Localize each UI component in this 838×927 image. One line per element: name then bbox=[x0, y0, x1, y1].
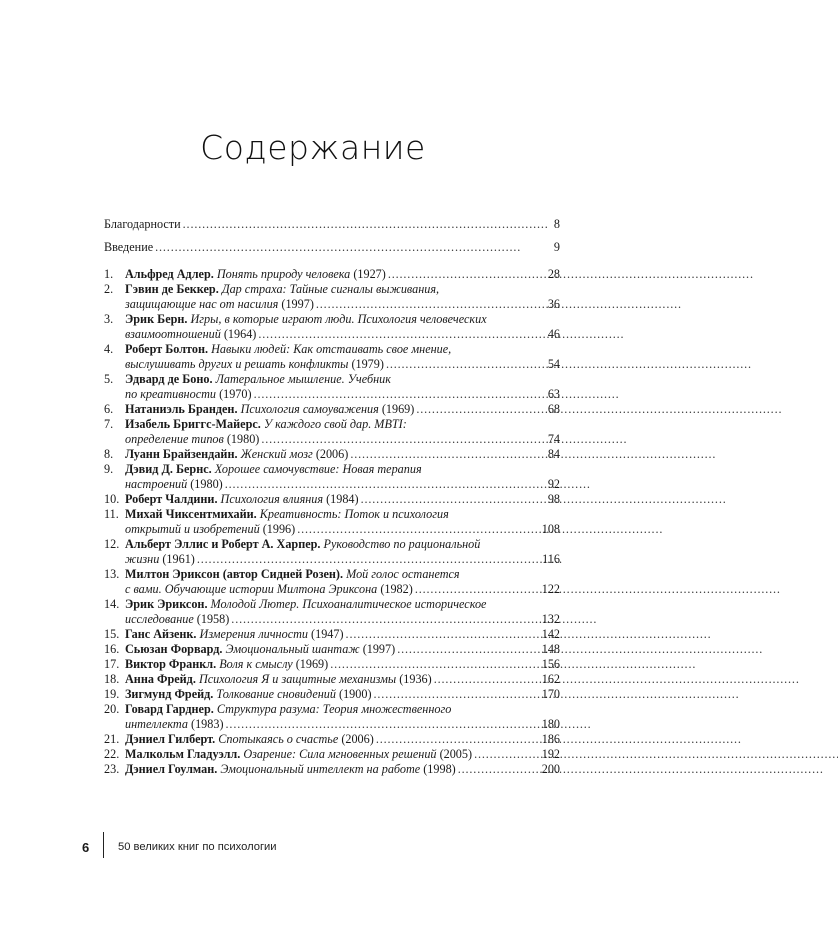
chapter-author: Эдвард де Боно. bbox=[125, 372, 213, 386]
chapter-year: (1980) bbox=[187, 477, 223, 491]
chapter-number: 11. bbox=[104, 507, 119, 521]
toc-line bbox=[104, 687, 560, 702]
toc-line bbox=[104, 372, 560, 387]
toc-entry[interactable] bbox=[104, 312, 560, 342]
chapter-number: 15. bbox=[104, 627, 120, 641]
chapter-year: (1958) bbox=[193, 612, 230, 626]
chapter-book: Воля к смыслу bbox=[219, 657, 293, 671]
chapter-book: Спотыкаясь о счастье bbox=[218, 732, 339, 746]
chapter-book: Структура разума: Теория множественного bbox=[216, 702, 452, 716]
chapter-book-cont: защищающие нас от насилия bbox=[125, 297, 279, 311]
chapter-year: (2006) bbox=[338, 732, 374, 746]
toc-line bbox=[104, 417, 560, 432]
chapter-year: (2006) bbox=[312, 447, 349, 461]
toc-entry[interactable] bbox=[104, 657, 560, 672]
chapter-book: Хорошее самочувствие: Новая терапия bbox=[214, 462, 422, 476]
chapter-number: 6. bbox=[104, 402, 114, 416]
chapter-title bbox=[125, 687, 372, 702]
toc-page-number: 92 bbox=[547, 477, 560, 491]
chapter-book-cont: интеллекта bbox=[125, 717, 188, 731]
chapter-year: (1970) bbox=[216, 387, 252, 401]
toc-entry[interactable] bbox=[104, 402, 560, 417]
toc-page-number: 84 bbox=[547, 447, 560, 461]
toc-entry[interactable] bbox=[104, 747, 560, 762]
toc-entry-label: Введение bbox=[104, 240, 154, 254]
chapter-author: Ганс Айзенк. bbox=[125, 627, 197, 641]
chapter-title bbox=[125, 537, 480, 552]
toc-line bbox=[104, 267, 560, 282]
dot-leader bbox=[261, 432, 545, 447]
chapter-book-cont: взаимоотношений bbox=[125, 327, 221, 341]
toc-page-number: 28 bbox=[547, 267, 560, 281]
chapter-title bbox=[125, 312, 487, 327]
toc-line bbox=[104, 217, 560, 232]
chapter-book: Женский мозг bbox=[240, 447, 313, 461]
toc-page-number: 98 bbox=[547, 492, 560, 506]
chapter-year: (1900) bbox=[335, 687, 372, 701]
chapter-book: Толкование сновидений bbox=[216, 687, 336, 701]
chapter-book: Игры, в которые играют люди. Психология человеческих bbox=[190, 312, 487, 326]
toc-line bbox=[104, 282, 560, 297]
dot-leader bbox=[397, 642, 540, 657]
toc-line bbox=[104, 357, 560, 372]
chapter-number: 12. bbox=[104, 537, 120, 551]
chapter-number: 18. bbox=[104, 672, 120, 686]
chapter-book: Навыки людей: Как отстаивать свое мнение, bbox=[211, 342, 452, 356]
chapter-book-cont: настроений bbox=[125, 477, 188, 491]
chapter-year: (1969) bbox=[292, 657, 329, 671]
chapter-title bbox=[125, 372, 391, 387]
toc-page-number: 132 bbox=[541, 612, 560, 626]
toc-page-number: 9 bbox=[553, 240, 560, 254]
chapter-author: Дэвид Д. Бернс. bbox=[125, 462, 212, 476]
dot-leader bbox=[361, 492, 546, 507]
chapter-author: Роберт Чалдини. bbox=[125, 492, 218, 506]
dot-leader bbox=[297, 522, 540, 537]
toc-entry[interactable] bbox=[104, 762, 560, 777]
chapter-book-cont: определение типов bbox=[125, 432, 224, 446]
toc-page-number: 148 bbox=[541, 642, 560, 656]
toc-line bbox=[104, 492, 560, 507]
chapter-title-cont bbox=[125, 432, 259, 447]
footer-page-number: 6 bbox=[82, 840, 90, 855]
chapter-author: Дэниел Гоулман. bbox=[125, 762, 218, 776]
toc-line bbox=[104, 447, 560, 462]
toc-line bbox=[104, 462, 560, 477]
toc-line bbox=[104, 567, 560, 582]
chapter-book: Креативность: Поток и психология bbox=[259, 507, 449, 521]
chapter-title bbox=[125, 747, 472, 762]
chapter-author: Эрик Берн. bbox=[125, 312, 188, 326]
chapter-title-cont bbox=[125, 612, 229, 627]
chapter-book: Латеральное мышление. Учебник bbox=[215, 372, 391, 386]
chapter-year: (1984) bbox=[323, 492, 359, 506]
chapter-book: Измерения личности bbox=[199, 627, 308, 641]
chapter-book: Психология самоуважения bbox=[240, 402, 379, 416]
footer-book-title: 50 великих книг по психологии bbox=[118, 841, 277, 853]
chapter-title bbox=[125, 342, 451, 357]
chapter-title bbox=[125, 282, 439, 297]
toc-entry[interactable] bbox=[104, 507, 560, 537]
chapter-year: (1964) bbox=[220, 327, 257, 341]
chapter-book-cont: с вами. Обучающие истории Милтона Эриксона bbox=[125, 582, 378, 596]
chapter-author: Виктор Франкл. bbox=[125, 657, 217, 671]
dot-leader bbox=[183, 217, 552, 232]
chapter-title-cont bbox=[125, 357, 384, 372]
toc-entry[interactable] bbox=[104, 732, 560, 747]
chapter-title bbox=[125, 657, 328, 672]
chapter-title bbox=[125, 597, 486, 612]
toc-page-number: 8 bbox=[553, 217, 560, 231]
chapter-year: (1936) bbox=[396, 672, 432, 686]
chapter-book-cont: выслушивать других и решать конфликты bbox=[125, 357, 349, 371]
toc-line bbox=[104, 327, 560, 342]
toc-line bbox=[104, 582, 560, 597]
chapter-title bbox=[125, 402, 414, 417]
footer-divider bbox=[103, 832, 104, 858]
toc-line bbox=[104, 702, 560, 717]
dot-leader bbox=[416, 402, 545, 417]
dot-leader bbox=[386, 357, 546, 372]
toc-entry[interactable] bbox=[104, 267, 560, 282]
chapter-number: 3. bbox=[104, 312, 114, 326]
dot-leader bbox=[197, 552, 540, 567]
toc-page-number: 180 bbox=[541, 717, 560, 731]
chapter-author: Изабель Бриггс-Майерс. bbox=[125, 417, 261, 431]
chapter-title bbox=[125, 462, 422, 477]
chapter-book-cont: жизни bbox=[125, 552, 160, 566]
toc-line bbox=[104, 627, 560, 642]
toc-line bbox=[104, 432, 560, 447]
toc-line bbox=[104, 672, 560, 687]
toc-page-number: 142 bbox=[541, 627, 560, 641]
chapter-book: Озарение: Сила мгновенных решений bbox=[243, 747, 437, 761]
dot-leader bbox=[350, 447, 546, 462]
dot-leader bbox=[330, 657, 540, 672]
chapter-number: 1. bbox=[104, 267, 114, 281]
page-footer bbox=[0, 832, 626, 858]
toc-entry[interactable] bbox=[104, 642, 560, 657]
toc-page-number: 74 bbox=[547, 432, 560, 446]
chapter-book-cont: исследование bbox=[125, 612, 194, 626]
dot-leader bbox=[226, 717, 540, 732]
toc-line bbox=[104, 297, 560, 312]
dot-leader bbox=[434, 672, 540, 687]
dot-leader bbox=[458, 762, 540, 777]
toc-entry[interactable] bbox=[104, 567, 560, 597]
chapter-year: (1927) bbox=[350, 267, 386, 281]
toc-line bbox=[104, 240, 560, 255]
toc-page-number: 63 bbox=[547, 387, 560, 401]
chapter-title-cont bbox=[125, 387, 252, 402]
chapter-author: Роберт Болтон. bbox=[125, 342, 209, 356]
toc-page-number: 156 bbox=[541, 657, 560, 671]
toc-entry[interactable] bbox=[104, 217, 560, 232]
dot-leader bbox=[258, 327, 545, 342]
chapter-year: (1996) bbox=[259, 522, 296, 536]
toc-line bbox=[104, 507, 560, 522]
toc-line bbox=[104, 312, 560, 327]
dot-leader bbox=[374, 687, 540, 702]
chapter-year: (1983) bbox=[187, 717, 224, 731]
dot-leader bbox=[346, 627, 540, 642]
table-of-contents bbox=[104, 217, 560, 777]
chapter-title bbox=[125, 507, 449, 522]
chapter-title-cont bbox=[125, 522, 295, 537]
chapter-number: 23. bbox=[104, 762, 120, 776]
chapter-title bbox=[125, 627, 344, 642]
dot-leader bbox=[388, 267, 546, 282]
toc-entry[interactable] bbox=[104, 447, 560, 462]
chapter-book: Молодой Лютер. Психоаналитическое историческое bbox=[210, 597, 487, 611]
chapter-book: Понять природу человека bbox=[216, 267, 351, 281]
toc-page-number: 68 bbox=[547, 402, 560, 416]
toc-entry-label: Благодарности bbox=[104, 217, 181, 231]
chapter-number: 17. bbox=[104, 657, 120, 671]
toc-line bbox=[104, 552, 560, 567]
chapter-author: Гэвин де Беккер. bbox=[125, 282, 219, 296]
chapter-author: Говард Гарднер. bbox=[125, 702, 214, 716]
chapter-number: 5. bbox=[104, 372, 114, 386]
toc-line bbox=[104, 717, 560, 732]
toc-line bbox=[104, 612, 560, 627]
toc-page-number: 108 bbox=[541, 522, 560, 536]
chapter-year: (1982) bbox=[377, 582, 413, 596]
chapter-number: 20. bbox=[104, 702, 120, 716]
toc-line bbox=[104, 732, 560, 747]
chapter-number: 9. bbox=[104, 462, 114, 476]
chapter-book: Мой голос останется bbox=[346, 567, 460, 581]
chapter-author: Дэниел Гилберт. bbox=[125, 732, 216, 746]
chapter-number: 7. bbox=[104, 417, 114, 431]
chapter-year: (1998) bbox=[420, 762, 456, 776]
chapter-title-cont bbox=[125, 477, 223, 492]
dot-leader bbox=[376, 732, 540, 747]
chapter-year: (1961) bbox=[159, 552, 195, 566]
toc-line bbox=[104, 597, 560, 612]
chapter-number: 8. bbox=[104, 447, 114, 461]
toc-entry[interactable] bbox=[104, 687, 560, 702]
chapter-book: У каждого свой дар. MBTI: bbox=[263, 417, 407, 431]
toc-line bbox=[104, 342, 560, 357]
chapter-author: Милтон Эриксон (автор Сидней Розен). bbox=[125, 567, 344, 581]
chapter-book: Дар страха: Тайные сигналы выживания, bbox=[221, 282, 440, 296]
toc-entry[interactable] bbox=[104, 492, 560, 507]
chapter-year: (2005) bbox=[436, 747, 473, 761]
chapter-author: Михай Чиксентмихайи. bbox=[125, 507, 257, 521]
chapter-author: Луанн Брайзендайн. bbox=[125, 447, 238, 461]
toc-line bbox=[104, 477, 560, 492]
toc-page-number: 162 bbox=[541, 672, 560, 686]
toc-entry[interactable] bbox=[104, 537, 560, 567]
chapter-year: (1947) bbox=[308, 627, 344, 641]
chapter-number: 4. bbox=[104, 342, 114, 356]
chapter-title bbox=[125, 567, 460, 582]
toc-entry[interactable] bbox=[104, 417, 560, 447]
chapter-title bbox=[125, 642, 395, 657]
chapter-author: Анна Фрейд. bbox=[125, 672, 196, 686]
chapter-book: Эмоциональный шантаж bbox=[225, 642, 360, 656]
chapter-author: Альберт Эллис и Роберт А. Харпер. bbox=[125, 537, 321, 551]
chapter-title-cont bbox=[125, 327, 256, 342]
toc-page-number: 54 bbox=[547, 357, 560, 371]
chapter-book-cont: по креативности bbox=[125, 387, 217, 401]
toc-entry[interactable] bbox=[104, 702, 560, 732]
chapter-book: Эмоциональный интеллект на работе bbox=[220, 762, 421, 776]
dot-leader bbox=[254, 387, 546, 402]
chapter-title bbox=[125, 762, 456, 777]
chapter-author: Сьюзан Форвард. bbox=[125, 642, 223, 656]
chapter-number: 19. bbox=[104, 687, 120, 701]
chapter-year: (1969) bbox=[378, 402, 415, 416]
chapter-book: Руководство по рациональной bbox=[323, 537, 481, 551]
chapter-number: 21. bbox=[104, 732, 120, 746]
toc-page-number: 186 bbox=[541, 732, 560, 746]
dot-leader bbox=[231, 612, 539, 627]
toc-entry[interactable] bbox=[104, 627, 560, 642]
toc-line bbox=[104, 657, 560, 672]
toc-page-number: 122 bbox=[541, 582, 560, 596]
toc-page-number: 170 bbox=[541, 687, 560, 701]
toc-entry[interactable] bbox=[104, 672, 560, 687]
toc-line bbox=[104, 402, 560, 417]
chapter-title-cont bbox=[125, 717, 224, 732]
toc-line bbox=[104, 537, 560, 552]
chapter-title-cont bbox=[125, 297, 314, 312]
toc-entry[interactable] bbox=[104, 342, 560, 372]
chapter-number: 16. bbox=[104, 642, 120, 656]
dot-leader bbox=[155, 240, 552, 255]
chapter-author: Альфред Адлер. bbox=[125, 267, 214, 281]
chapter-book: Психология Я и защитные механизмы bbox=[198, 672, 397, 686]
toc-entry[interactable] bbox=[104, 240, 560, 255]
chapter-year: (1980) bbox=[223, 432, 260, 446]
chapter-author: Малкольм Гладуэлл. bbox=[125, 747, 241, 761]
dot-leader bbox=[415, 582, 540, 597]
chapter-title bbox=[125, 672, 432, 687]
chapter-title bbox=[125, 732, 374, 747]
toc-line bbox=[104, 762, 560, 777]
dot-leader bbox=[225, 477, 546, 492]
chapter-author: Натаниэль Бранден. bbox=[125, 402, 238, 416]
chapter-title bbox=[125, 417, 407, 432]
chapter-number: 13. bbox=[104, 567, 120, 581]
toc-line bbox=[104, 642, 560, 657]
chapter-book: Психология влияния bbox=[220, 492, 324, 506]
toc-page-number: 116 bbox=[542, 552, 560, 566]
chapter-book-cont: открытий и изобретений bbox=[125, 522, 260, 536]
toc-entry[interactable] bbox=[104, 597, 560, 627]
dot-leader bbox=[316, 297, 546, 312]
chapter-number: 10. bbox=[104, 492, 120, 506]
toc-line bbox=[104, 747, 560, 762]
chapter-year: (1997) bbox=[359, 642, 396, 656]
page-title: Содержание bbox=[200, 128, 426, 167]
chapter-number: 14. bbox=[104, 597, 120, 611]
toc-page-number: 36 bbox=[547, 297, 560, 311]
chapter-year: (1997) bbox=[278, 297, 314, 311]
chapter-title bbox=[125, 702, 451, 717]
chapter-author: Зигмунд Фрейд. bbox=[125, 687, 214, 701]
dot-leader bbox=[474, 747, 540, 762]
chapter-number: 22. bbox=[104, 747, 120, 761]
toc-page-number: 192 bbox=[541, 747, 560, 761]
chapter-title-cont bbox=[125, 582, 413, 597]
toc-page-number: 46 bbox=[547, 327, 560, 341]
toc-entry[interactable] bbox=[104, 372, 560, 402]
toc-entry[interactable] bbox=[104, 462, 560, 492]
chapter-title bbox=[125, 267, 386, 282]
chapter-year: (1979) bbox=[348, 357, 384, 371]
toc-line bbox=[104, 387, 560, 402]
toc-line bbox=[104, 522, 560, 537]
chapter-title-cont bbox=[125, 552, 195, 567]
chapter-author: Эрик Эриксон. bbox=[125, 597, 208, 611]
chapter-number: 2. bbox=[104, 282, 114, 296]
chapter-title bbox=[125, 447, 348, 462]
chapter-title bbox=[125, 492, 359, 507]
toc-page-number: 200 bbox=[541, 762, 560, 776]
toc-entry[interactable] bbox=[104, 282, 560, 312]
